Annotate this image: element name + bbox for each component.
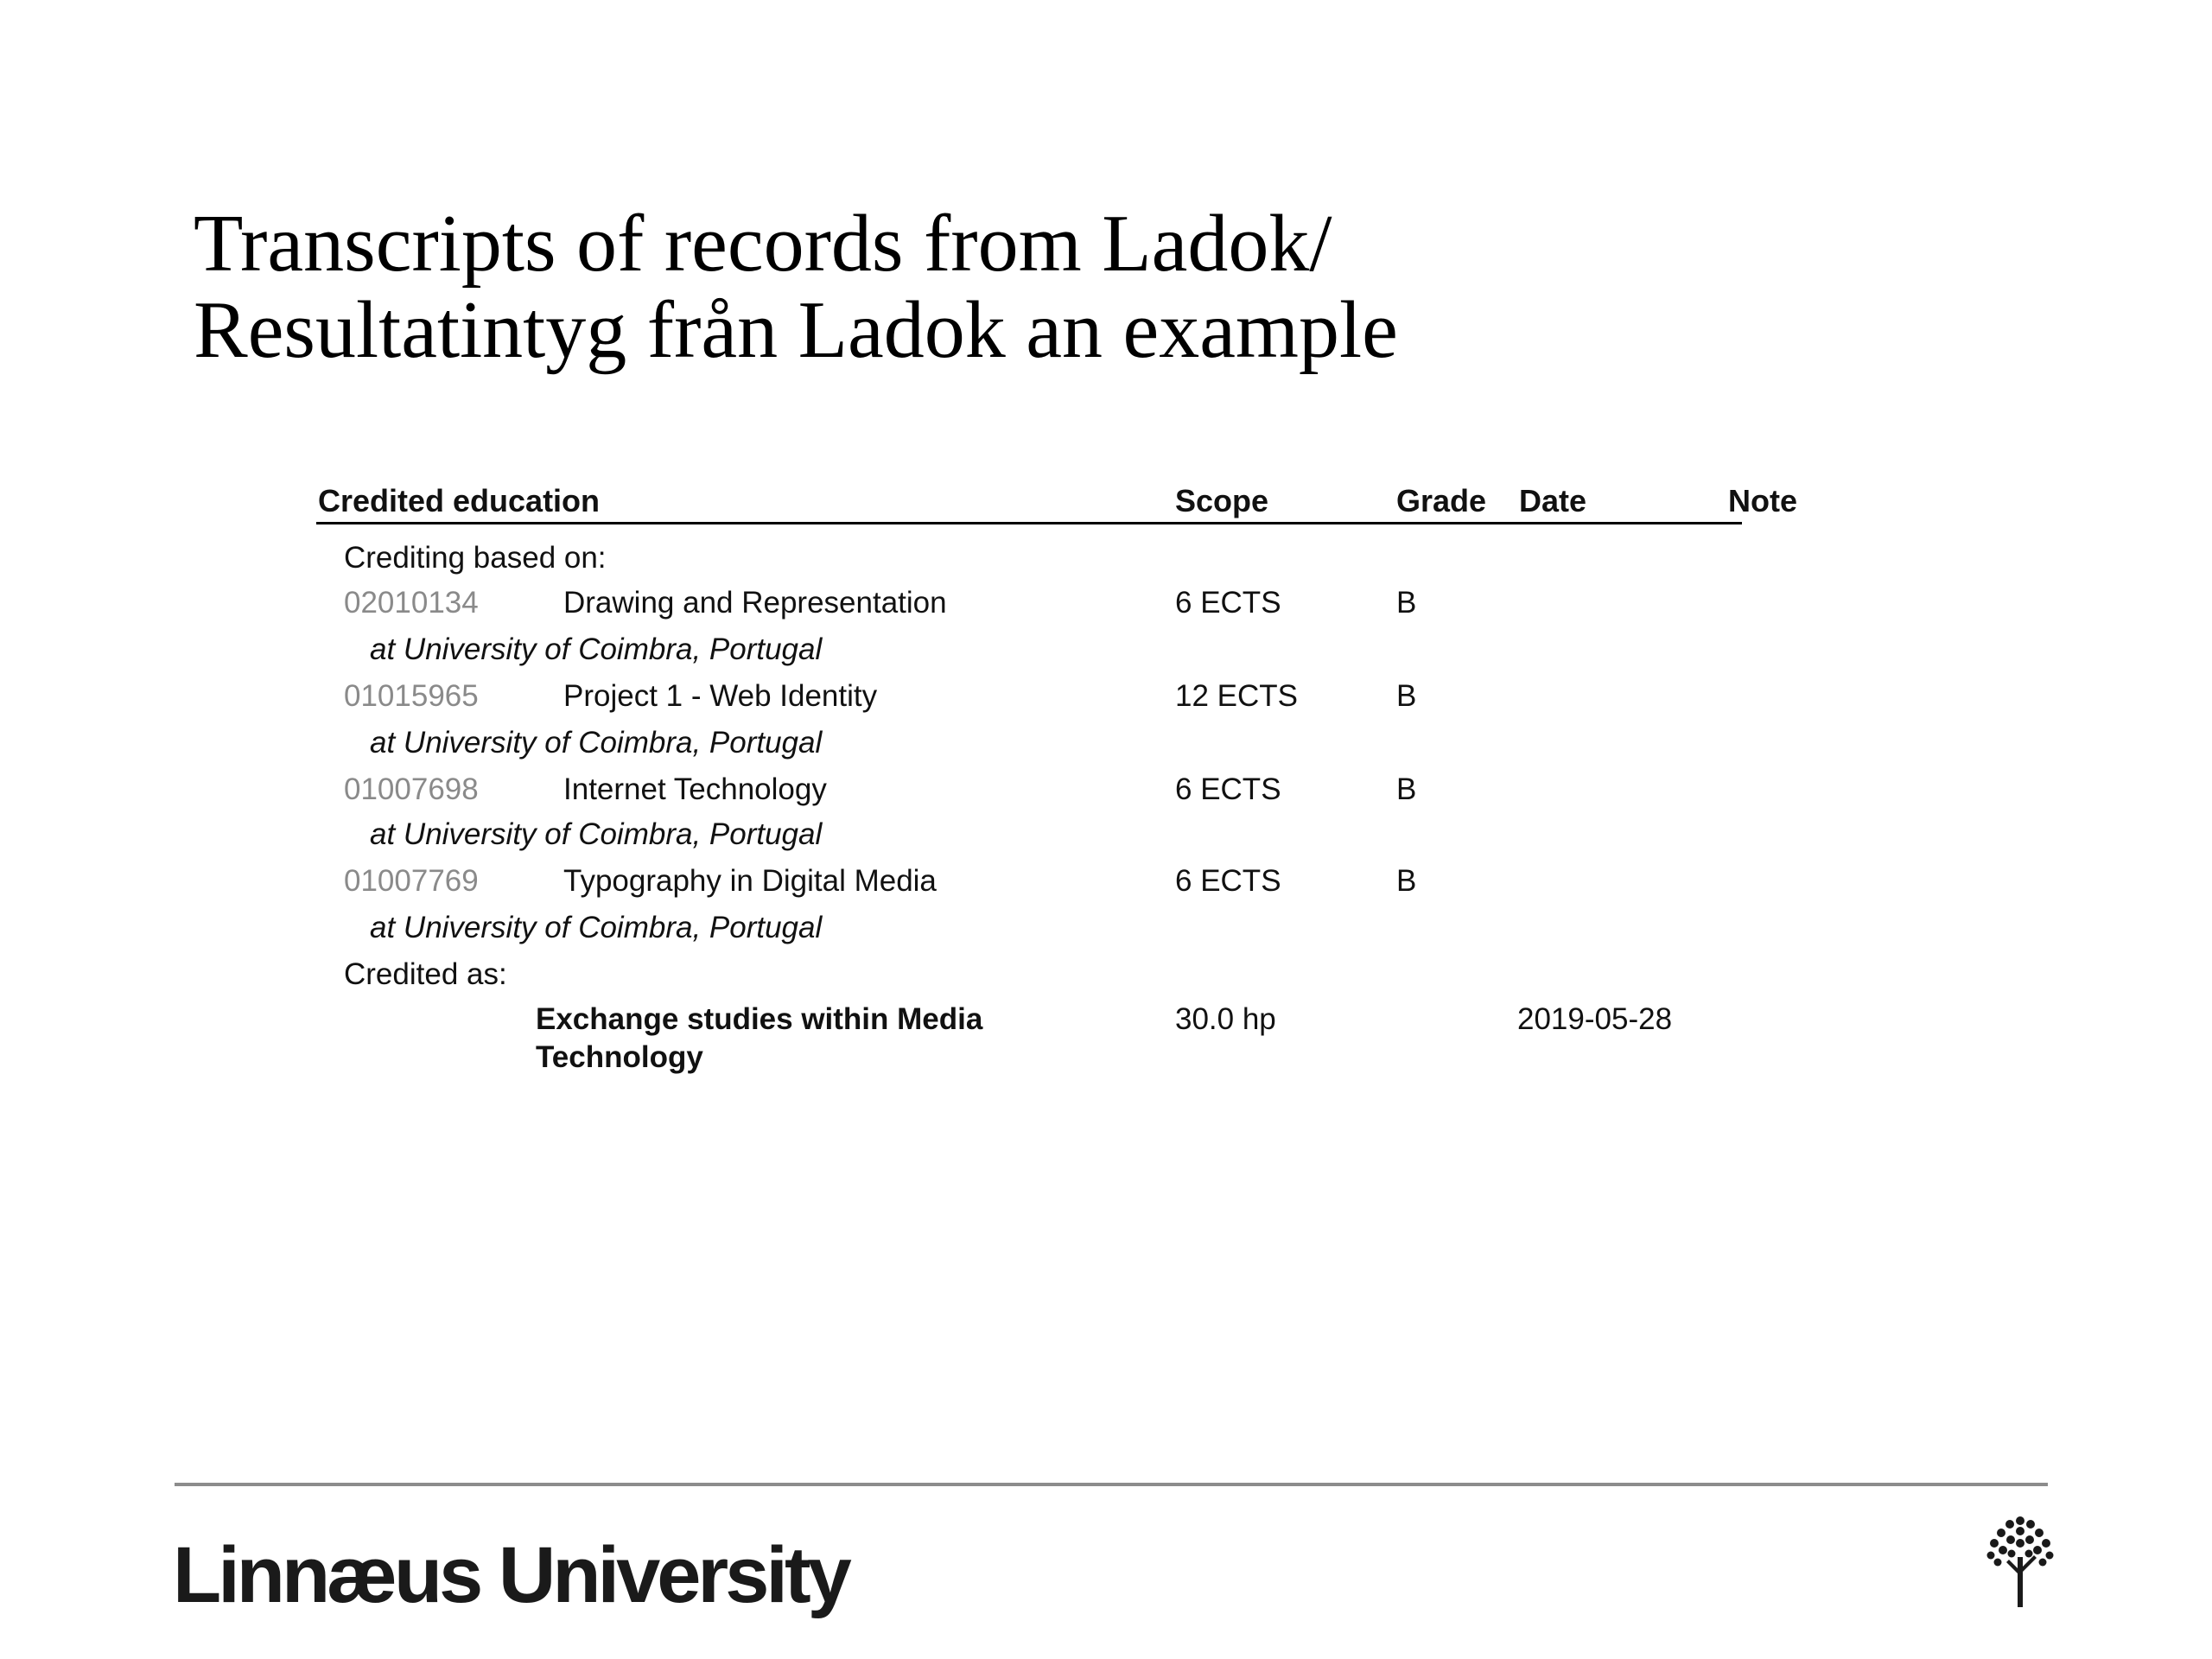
header-credited-education: Credited education [318, 483, 601, 518]
crediting-based-on-label: Crediting based on: [344, 541, 607, 575]
header-grade: Grade [1396, 483, 1487, 518]
course-code: 01007769 [344, 864, 479, 898]
header-note: Note [1728, 483, 1797, 518]
course-name: Typography in Digital Media [563, 864, 937, 898]
course-code: 02010134 [344, 586, 479, 620]
header-date: Date [1519, 483, 1587, 518]
course-scope: 6 ECTS [1175, 586, 1281, 620]
course-grade: B [1396, 864, 1417, 898]
course-name: Project 1 - Web Identity [563, 679, 878, 713]
university-logo-text: Linnæus University [173, 1531, 849, 1619]
credited-as-name: Exchange studies within Media Technology [536, 1002, 983, 1074]
course-grade: B [1396, 586, 1417, 620]
course-grade: B [1396, 679, 1417, 713]
course-scope: 12 ECTS [1175, 679, 1298, 713]
course-institution: at University of Coimbra, Portugal [370, 911, 823, 944]
course-scope: 6 ECTS [1175, 772, 1281, 806]
transcript-excerpt [316, 480, 1837, 1085]
footer-rule [175, 1483, 2048, 1486]
page-title [194, 200, 1749, 373]
course-code: 01007698 [344, 772, 479, 806]
course-scope: 6 ECTS [1175, 864, 1281, 898]
course-grade: B [1396, 772, 1417, 806]
course-institution: at University of Coimbra, Portugal [370, 726, 823, 760]
course-code: 01015965 [344, 679, 479, 713]
title-line-1: Transcripts of records from Ladok/ [194, 199, 1332, 289]
tree-icon [1986, 1516, 2055, 1607]
credited-as-scope: 30.0 hp [1175, 1002, 1276, 1036]
credited-as-date: 2019-05-28 [1517, 1002, 1673, 1036]
credited-as-label: Credited as: [344, 957, 507, 991]
title-line-2: Resultatintyg från Ladok an example [194, 285, 1398, 375]
course-institution: at University of Coimbra, Portugal [370, 632, 823, 666]
header-rule [316, 522, 1742, 524]
course-name: Internet Technology [563, 772, 827, 806]
header-scope: Scope [1175, 483, 1269, 518]
course-institution: at University of Coimbra, Portugal [370, 817, 823, 851]
course-name: Drawing and Representation [563, 586, 947, 620]
